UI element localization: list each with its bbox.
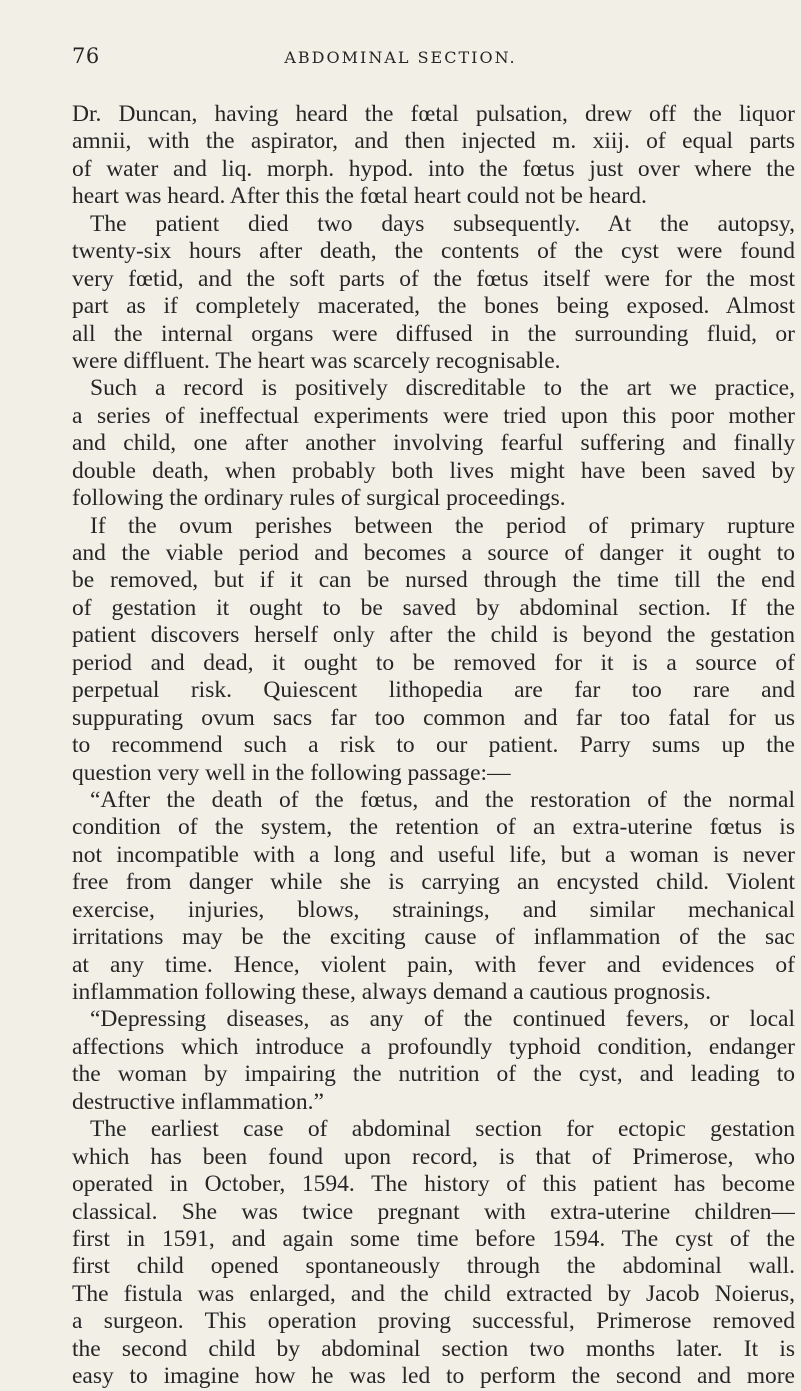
text-line: and child, one after another involving fearful suffering and finally [72, 430, 795, 457]
text-line: “After the death of the fœtus, and the restoration of the normal [90, 786, 795, 813]
text-line: were diffluent. The heart was scarcely recognisable. [72, 347, 561, 374]
text-line: and the viable period and becomes a source of danger it ought to [72, 540, 795, 566]
text-line: all the internal organs were diffused in the surrounding fluid, or [72, 320, 795, 347]
text-line: first child opened spontaneously through the abdominal wall. [72, 1253, 795, 1280]
text-line: The patient died two days subsequently. At the autopsy, [90, 210, 795, 237]
text-line: inflammation following these, always demand a cautious prognosis. [72, 979, 711, 1005]
text-line: suppurating ovum sacs far too common and far too fatal for us [72, 704, 795, 731]
text-line: heart was heard. After this the fœtal heart could not be heard. [72, 183, 647, 210]
text-line: question very well in the following passage:— [72, 759, 511, 786]
text-line: patient discovers herself only after the child is beyond the gestation [72, 622, 795, 649]
text-line: twenty-six hours after death, the contents of the cyst were found [72, 238, 795, 265]
body-text [72, 101, 795, 1391]
text-line: not incompatible with a long and useful life, but a woman is never [72, 841, 795, 868]
text-line: exercise, injuries, blows, strainings, and similar mechanical [72, 896, 795, 923]
text-line: destructive inflammation.” [72, 1088, 324, 1115]
text-line: be removed, but if it can be nursed through the time till the end [72, 567, 795, 594]
text-line: If the ovum perishes between the period of primary rupture [90, 512, 795, 539]
text-line: at any time. Hence, violent pain, with fever and evidences of [72, 951, 795, 978]
section-title: ABDOMINAL SECTION. [284, 48, 517, 67]
text-line: “Depressing diseases, as any of the continued fevers, or local [90, 1006, 795, 1033]
text-line: of water and liq. morph. hypod. into the fœtus just over where the [72, 155, 795, 182]
text-line: very fœtid, and the soft parts of the fœtus itself were for the most [72, 265, 795, 292]
text-line: The fistula was enlarged, and the child extracted by Jacob Noierus, [72, 1280, 795, 1307]
text-line: affections which introduce a profoundly typhoid condition, endanger [72, 1033, 795, 1060]
text-line: classical. She was twice pregnant with extra-uterine children— [72, 1198, 795, 1225]
text-line: perpetual risk. Quiescent lithopedia are far too rare and [72, 677, 795, 704]
text-line: first in 1591, and again some time before 1594. The cyst of the [72, 1225, 795, 1252]
text-line: period and dead, it ought to be removed for it is a source of [72, 649, 795, 676]
text-line: operated in October, 1594. The history of this patient has become [72, 1171, 795, 1198]
text-line: Dr. Duncan, having heard the fœtal pulsation, drew off the liquor [72, 101, 795, 127]
text-line: amnii, with the aspirator, and then injected m. xiij. of equal parts [72, 128, 795, 155]
text-line: irritations may be the exciting cause of inflammation of the sac [72, 924, 795, 951]
text-line: the second child by abdominal section two months later. It is [72, 1335, 795, 1362]
text-line: to recommend such a risk to our patient. Parry sums up the [72, 732, 795, 759]
text-line: a surgeon. This operation proving successful, Primerose removed [72, 1308, 795, 1335]
running-head [0, 44, 801, 74]
text-line: easy to imagine how he was led to perform the second and more [72, 1363, 795, 1390]
text-line: double death, when probably both lives might have been saved by [72, 457, 795, 484]
text-line: condition of the system, the retention of an extra-uterine fœtus is [72, 814, 795, 841]
text-line: Such a record is positively discreditable to the art we practice, [90, 375, 795, 402]
page-number: 76 [72, 44, 100, 68]
text-line: part as if completely macerated, the bones being exposed. Almost [72, 293, 795, 320]
text-line: the woman by impairing the nutrition of the cyst, and leading to [72, 1061, 795, 1088]
text-line: a series of ineffectual experiments were tried upon this poor mother [72, 402, 795, 429]
text-line: free from danger while she is carrying an encysted child. Violent [72, 869, 795, 896]
text-line: of gestation it ought to be saved by abdominal section. If the [72, 594, 795, 621]
text-line: The earliest case of abdominal section for ectopic gestation [90, 1116, 795, 1143]
text-line: which has been found upon record, is that of Primerose, who [72, 1143, 795, 1170]
text-line: following the ordinary rules of surgical proceedings. [72, 485, 566, 512]
